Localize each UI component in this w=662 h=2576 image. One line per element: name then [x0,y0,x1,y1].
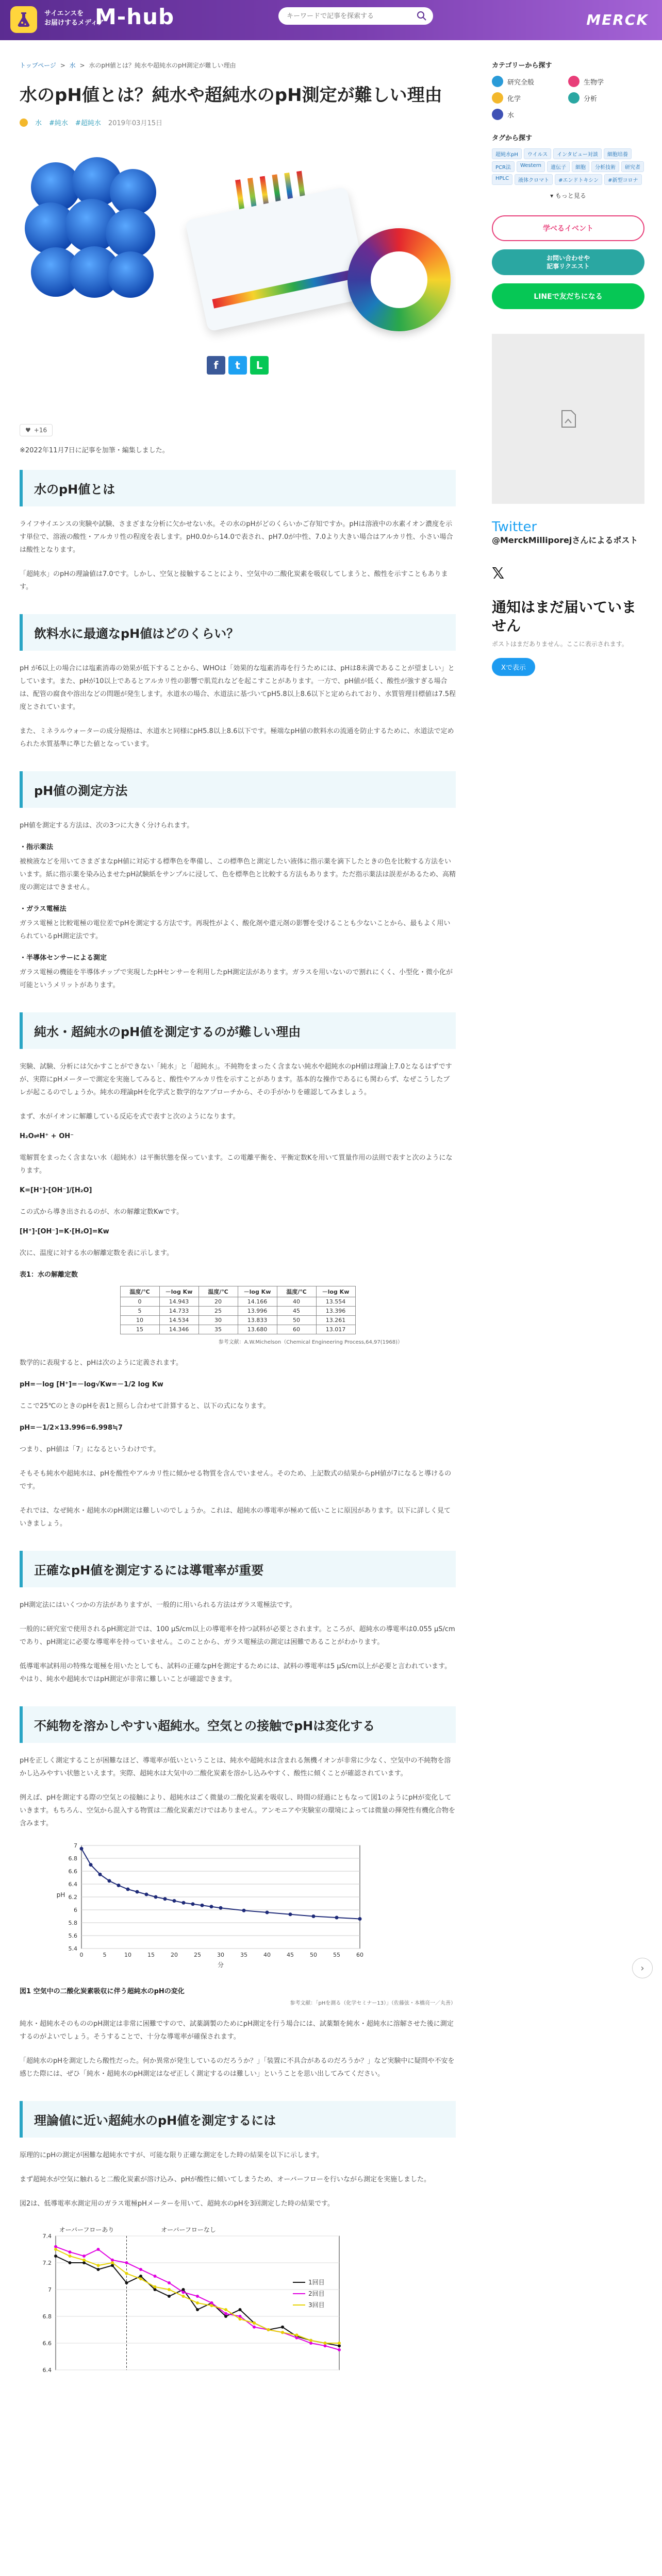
data-point [139,2277,142,2280]
data-point [281,2326,284,2329]
ad-placeholder[interactable] [492,334,644,504]
table-row [120,1297,355,1307]
table-cell: 13.680 [238,1325,277,1334]
y-tick-label: 7 [74,1842,77,1849]
paragraph: つまり、pH値は「7」になるというわけです。 [20,1446,160,1453]
data-point [201,1904,204,1907]
data-point [312,1914,316,1918]
figure-caption: 図1 空気中の二酸化炭素吸収に伴う超純水のpHの変化 [20,1988,185,1995]
table-cell: 0 [120,1297,159,1307]
x-tick-label: 0 [79,1952,84,1958]
data-point [97,2268,100,2271]
site-header [0,0,662,40]
table-header: 温度/℃ [198,1286,238,1297]
table-cell: 14.166 [238,1297,277,1307]
annotation-label: オーバーフローあり [59,2226,114,2233]
data-point [82,2259,86,2262]
legend-label: 2回目 [308,2290,325,2297]
data-point [125,2281,128,2284]
paragraph: pH測定法にはいくつかの方法がありますが、一般的に用いられる方法はガラス電極法です。 [20,1601,296,1609]
table-cell: 35 [198,1325,238,1334]
tag-chip[interactable]: 細胞 [572,161,589,172]
y-tick-label: 7 [48,2286,52,2293]
event-button[interactable]: 学べるイベント [492,215,644,241]
paragraph: 例えば、pHを測定する際の空気との接触により、超純水はごく微量の二酸化炭素を吸収し、時間の経過にともなって図1のようにpHが変化していきます。もちろん、空気から混入する物質は二酸化炭素だけではありません。アンモニアや実験室の環境によっては微量の揮発性有機化合物を含みます。 [20,1794,456,1827]
tag-chip[interactable]: #エンドトキシン [555,174,602,185]
tag-chip[interactable]: PCR法 [492,161,515,172]
formula: [H⁺]·[OH⁻]=K·[H₂O]=Kw [20,1228,109,1235]
breadcrumb [20,61,238,70]
kw-table [120,1286,356,1334]
image-icon [558,409,578,429]
table-caption: 表1：水の解離定数 [20,1271,78,1279]
table-cell: 13.017 [316,1325,355,1334]
table-cell: 13.396 [316,1307,355,1316]
data-point [54,2245,57,2248]
section-heading: 正確なpH値を測定するには導電率が重要 [20,1551,456,1587]
data-point [295,2336,299,2340]
paragraph: ここで25℃のときのpHを表1と照らし合わせて計算すると、以下の式になります。 [20,1402,270,1410]
formula: pH=－1/2×13.996=6.998≒7 [20,1424,123,1432]
data-point [239,2308,242,2311]
paragraph: ガラス電極の機能を半導体チップで実現したpHセンサーを利用したpH測定法があります。ガラスを用いないので割れにくく、小型化・微小化が可能というメリットがあります。 [20,969,453,989]
data-point [168,2281,171,2284]
figure-source: 参考文献：「pHを測る（化学セミナー13）」（佐藤弦・本橋亮一／丸善） [290,2001,456,2006]
data-point [219,1906,223,1910]
category-water[interactable]: 水 [492,109,568,120]
author-name[interactable]: 水 [35,120,42,127]
data-point [253,2321,256,2325]
section-heading: 不純物を溶かしやすい超純水。空気との接触でpHは変化する [20,1706,456,1743]
paragraph: まず、水がイオンに解離している反応を式で表すと次のようになります。 [20,1113,240,1121]
data-point [338,2344,341,2347]
hero-cube-illustration [20,151,159,306]
contact-button[interactable]: お問い合わせや 記事リクエスト [492,249,644,275]
y-tick-label: 7.2 [42,2260,52,2266]
paragraph: 電解質をまったく含まない水（超純水）は平衡状態を保っています。この電離平衡を、平衡定数Kを用いて質量作用の法則で表すと次のようになります。 [20,1154,453,1175]
y-tick-label: 7.4 [42,2233,52,2240]
table-header: 温度/℃ [277,1286,316,1297]
data-point [97,2248,100,2251]
more-tags-link[interactable]: ▾ もっと見る [550,192,586,199]
search-input[interactable] [278,7,433,25]
x-tick-label: 15 [147,1952,155,1958]
tag-chip[interactable]: 研究者 [621,161,644,172]
paragraph: 実験、試験、分析には欠かすことができない「純水」と「超純水」。不純物をまったく含まない純水や超純水のpH値は理論上7.0となるはずですが、実際にpHメーターで測定を実施してみると、酸性やアルカリ性を示すことがあります。基本的な操作であるにも関わらず、なぜこうしたブレが起こるのでしょうか。純水の理論pHを化学式と数学的なアプローチから、その手がかりを確認してみましょう。 [20,1063,452,1096]
tag-heading: タグから探す [492,134,533,142]
category-heading: カテゴリーから探す [492,62,552,70]
article-tag[interactable]: #純水 [49,120,68,127]
data-point [295,2333,299,2336]
data-point [111,2259,114,2262]
tag-chip[interactable]: HPLC [492,174,512,185]
data-point [168,2288,171,2291]
table-row [120,1316,355,1325]
data-point [69,2250,72,2253]
table-cell: 14.534 [159,1316,198,1325]
logo-name[interactable]: M-hub [95,4,175,29]
table-cell: 14.346 [159,1325,198,1334]
data-point [196,2301,199,2304]
line-friend-button[interactable]: LINEで友だちになる [492,283,644,309]
tag-chip[interactable]: ウイルス [524,148,551,159]
paragraph: ライフサイエンスの実験や試験、さまざまな分析に欠かせない水。その水のpHがどのくらいかご存知ですか。pHは溶液中の水素イオン濃度を示す単位で、溶液の酸性・アルカリ性の程度を表します。pH0.0から14.0で表され、pH7.0が中性、7.0より大きい場合はアルカリ性、小さい場合は酸性となります。 [20,520,453,554]
table-cell: 14.943 [159,1297,198,1307]
category-analysis[interactable]: 分析 [568,92,644,104]
data-point [210,2301,213,2304]
data-point [309,2342,312,2345]
tag-chip[interactable]: インタビュー対談 [553,148,602,159]
section-heading: 飲料水に最適なpH値はどのくらい？ [20,614,456,651]
sidebar [492,60,644,676]
data-point [338,2342,341,2345]
table-row [120,1325,355,1334]
subheading: ・半導体センサーによる測定 [20,954,107,962]
y-tick-label: 6.8 [42,2313,52,2320]
y-tick-label: 6.6 [42,2340,52,2347]
data-point [210,2304,213,2307]
data-point [224,2308,227,2311]
y-tick-label: 6.4 [42,2367,52,2374]
formula: K=[H⁺]·[OH⁻]/[H₂O] [20,1187,92,1194]
paragraph: 一般的に研究室で使用されるpH測定計では、100 µS/cm以上の導電率を持つ試料が必要とされます。ところが、超純水の導電率は0.055 µS/cm であり、pH測定に必要な導電率を持っていません。このことから、ガラス電極法の測定は困難であることがわかります。 [20,1625,455,1646]
table-cell: 50 [277,1316,316,1325]
paragraph: ガラス電極と比較電極の電位差でpHを測定する方法です。再現性がよく、酸化剤や還元剤の影響を受けることも少ないことから、最もよく用いられているpH測定法です。 [20,920,451,940]
paragraph: 純水・超純水そのもののpH測定は非常に困難ですので、試薬調製のためにpH測定を行う場合には、試薬類を純水・超純水に溶解させた後に測定するのがよいでしょう。そうすることで、十分な導電率が確保されます。 [20,2020,454,2041]
tag-chip[interactable]: Western [517,161,545,172]
data-point [82,2255,86,2258]
table-cell: 45 [277,1307,316,1316]
table-cell: 13.554 [316,1297,355,1307]
table-cell: 5 [120,1307,159,1316]
table-header: －log Kw [159,1286,198,1297]
annotation-label: オーバーフローなし [161,2226,216,2233]
y-axis-label: pH [56,1891,65,1899]
data-point [111,2264,114,2267]
category-icon [568,92,580,104]
table-cell: 40 [277,1297,316,1307]
x-tick-label: 5 [103,1952,107,1958]
breadcrumb-separator: > [60,62,65,69]
chevron-up-icon: › [640,1962,644,1974]
data-point [69,2261,72,2264]
data-point [191,1902,195,1906]
data-point [154,2275,157,2278]
data-point [98,1873,102,1876]
y-tick-label: 5.6 [68,1933,77,1939]
flask-icon [14,10,33,29]
paragraph: pH値を測定する方法は、次の3つに大きく分けられます。 [20,822,194,829]
legend-label: 1回目 [308,2279,325,2286]
paragraph: まず超純水が空気に触れると二酸化炭素が溶け込み、pHが酸性に傾いてしまうため、オーバーフローを行いながら測定を実施しました。 [20,2176,431,2183]
site-logo[interactable] [10,6,37,33]
data-point [266,1911,269,1914]
formula: H₂O⇌H⁺ + OH⁻ [20,1132,74,1140]
data-point [54,2248,57,2251]
data-point [309,2339,312,2342]
y-tick-label: 6.2 [68,1894,77,1901]
x-tick-label: 25 [194,1952,201,1958]
data-point [253,2326,256,2329]
breadcrumb-separator: > [79,62,85,69]
breadcrumb-current: 水のpH値とは？純水や超純水のpH測定が難しい理由 [89,62,236,69]
paragraph: 被検液などを用いてさまざまなpH値に対応する標準色を準備し、この標準色と測定したい液体に指示薬を滴下したときの色を比較する方法をいいます。紙に指示薬を染み込ませたpH試験紙をサンプルに浸して、色を標準色と比較する方法もあります。ただ指示薬法は誤差があるため、高精度の測定はできません。 [20,858,456,891]
x-tick-label: 50 [310,1952,317,1958]
y-tick-label: 6.8 [68,1855,77,1862]
paragraph: この式から導き出されるのが、水の解離定数Kwです。 [20,1208,184,1216]
section-heading: 理論値に近い超純水のpH値を測定するには [20,2101,456,2138]
section-heading: pH値の測定方法 [20,771,456,808]
category-icon [492,92,503,104]
data-point [97,2264,100,2267]
data-point [154,1895,158,1899]
paragraph: それでは、なぜ純水・超純水のpH測定は難しいのでしょうか。これは、超純水の導電率が極めて低いことに原因があります。以下に詳しく見ていきましょう。 [20,1507,451,1528]
article [20,82,456,2377]
category-chemistry[interactable]: 化学 [492,92,568,104]
data-point [136,1890,139,1894]
table-header: －log Kw [316,1286,355,1297]
share-buttons [20,356,456,375]
data-point [196,2295,199,2298]
table-source: 参考文献：A.W.Michelson（Chemical Engineering Process,64,97(1968)） [218,1340,403,1345]
twitter-heading: Twitter [492,519,537,535]
paragraph: そもそも純水や超純水は、pHを酸性やアルカリ性に傾かせる物質を含んでいません。そのため、上記数式の結果からpH値が7になると導けるのです。 [20,1470,452,1490]
x-tick-label: 40 [263,1952,271,1958]
article-tag[interactable]: #超純水 [75,120,101,127]
data-point [182,2291,185,2294]
paragraph: 「超純水」のpHの理論値は7.0です。しかし、空気と接触することにより、空気中の二酸化炭素を吸収してしまうと、酸性を示すこともあります。 [20,570,448,591]
data-point [126,1888,130,1891]
data-point [210,1905,213,1908]
author-avatar [20,118,28,127]
hero-image [20,141,456,347]
chart-figure-1 [20,1840,456,1976]
twitter-empty-desc: ポストはまだありません。ここに表示されます。 [492,640,628,648]
y-tick-label: 6.4 [68,1881,77,1888]
data-point [224,2315,227,2318]
data-point [125,2261,128,2264]
subheading: ・ガラス電極法 [20,905,67,913]
table-cell: 15 [120,1325,159,1334]
table-cell: 13.261 [316,1316,355,1325]
paragraph: 数学的に表現すると、pHは次のように定義されます。 [20,1359,183,1367]
section-heading: 水のpH値とは [20,470,456,506]
ph-dial [347,228,451,331]
data-point [267,2328,270,2331]
subheading: ・指示薬法 [20,843,54,851]
paragraph: pHを正しく測定することが困難なほど、導電率が低いということは、純水や超純水は含まれる無機イオンが非常に少なく、空気中の不純物を溶かし込みやすい状態といえます。実際、超純水は大気中の二酸化炭素を溶かし込みやすく、酸性に傾くことが確認されています。 [20,1757,451,1777]
y-tick-label: 5.4 [68,1945,77,1952]
twitter-subtitle[interactable]: @MerckMilliporejさんによるポスト [492,535,638,545]
paragraph: pH が6以上の場合には塩素消毒の効果が低下することから、WHOは「効果的な塩素消毒を行うためには、pHは8未満であることが望ましい」としています。また、pHが10以上であるとアルカリ性の影響で肌荒れなどを起こすことがあります。一方で、pH値が低く、酸性が強すぎる場合は、配管の腐食や溶出などの問題が発生します。水道水の場合、水道法に基づいてpH5.8以上8.6以下と定められており、水質管理目標値は7.5程度とされています。 [20,665,456,711]
paragraph: 低導電率試料用の特殊な電極を用いたとしても、試料の正確なpHを測定するためには、試料の導電率は5 µS/cm以上が必要と言われています。やはり、純水や超純水ではpH測定が非常に難しいことが確認できます。 [20,1663,452,1683]
y-tick-label: 6 [74,1907,77,1913]
table-cell: 60 [277,1325,316,1334]
article-meta [20,117,456,127]
data-point [196,2308,199,2311]
logo-tagline: サイエンスを お届けするメディア [44,10,104,27]
category-list [492,76,644,120]
x-tick-label: 30 [217,1952,224,1958]
paragraph: 原理的にpHの測定が困難な超純水ですが、可能な限り正確な測定をした時の結果を以下に示します。 [20,2151,323,2159]
like-count: +16 [34,427,47,434]
data-point [239,2317,242,2320]
x-axis-label: 分 [217,1961,224,1969]
formula: pH=－log [H⁺]=－log√Kw=－1/2 log Kw [20,1381,163,1388]
x-tick-label: 35 [240,1952,247,1958]
x-tick-label: 10 [124,1952,131,1958]
data-point [335,1916,339,1920]
tag-chip[interactable]: 液体クロマト [515,174,553,185]
paragraph: 次に、温度に対する水の解離定数を表に示します。 [20,1249,173,1257]
category-biology[interactable]: 生物学 [568,76,644,87]
data-point [139,2275,142,2278]
scroll-top-button[interactable] [632,1958,653,1978]
facebook-icon[interactable]: f [207,356,225,375]
y-tick-label: 5.8 [68,1920,77,1926]
legend-label: 3回目 [308,2301,325,2309]
tag-chip[interactable]: 分析技術 [591,161,619,172]
breadcrumb-category[interactable]: 水 [69,62,76,69]
tag-list [492,148,644,185]
search-icon[interactable] [417,11,427,21]
twitter-icon[interactable]: t [228,356,247,375]
x-tick-label: 45 [287,1952,294,1958]
updated-note: ※2022年11月7日に記事を加筆・編集しました。 [20,447,169,454]
table-cell: 14.733 [159,1307,198,1316]
data-point [338,2348,341,2351]
table-header: 温度/℃ [120,1286,159,1297]
tag-chip[interactable]: 超純水pH [492,148,522,159]
table-row [120,1307,355,1316]
table-cell: 13.833 [238,1316,277,1325]
data-point [111,2261,114,2264]
chart-ph-overflow [20,2221,456,2375]
table-cell: 25 [198,1307,238,1316]
data-point [168,2295,171,2298]
data-point [224,2312,227,2315]
category-research[interactable]: 研究全般 [492,76,568,87]
data-point [324,2342,327,2345]
merck-logo[interactable]: MERCK [586,11,649,28]
category-icon [492,76,503,87]
data-point [154,2285,157,2289]
chevron-down-icon: ▾ [550,192,554,199]
line-icon[interactable]: L [250,356,269,375]
data-point [173,1899,176,1903]
x-tick-label: 20 [171,1952,178,1958]
data-point [145,1893,148,1896]
x-icon: 𝕏 [492,565,505,583]
y-tick-label: 6.6 [68,1868,77,1875]
data-point [82,2261,86,2264]
data-point [182,2288,185,2291]
tag-chip[interactable]: 遺伝子 [547,161,570,172]
data-point [54,2255,57,2258]
data-point [358,1917,362,1921]
heart-icon: ♥ [25,427,31,434]
chart-ph-over-time [20,1840,456,1974]
table-cell: 30 [198,1316,238,1325]
data-point [108,1879,111,1883]
paragraph: また、ミネラルウォーターの成分規格は、水道水と同様にpH5.8以上8.6以下です。極端なpH値の飲料水の流通を防止するために、水道法で定められた水質基準に準じた値となっています。 [20,727,454,748]
tag-chip[interactable]: #新型コロナ [604,174,641,185]
table-cell: 13.996 [238,1307,277,1316]
table-cell: 10 [120,1316,159,1325]
breadcrumb-home[interactable]: トップページ [20,62,56,69]
category-icon [492,109,503,120]
data-point [182,2295,185,2298]
table-cell: 20 [198,1297,238,1307]
article-title: 水のpH値とは？純水や超純水のpH測定が難しい理由 [20,85,442,106]
data-point [125,2272,128,2275]
like-button[interactable] [20,424,53,436]
paragraph: 図2は、低導電率水測定用のガラス電極pHメーターを用いて、超純水のpHを3回測定した時の結果です。 [20,2200,334,2208]
paragraph: 「超純水のpHを測定したら酸性だった。何か異常が発生しているのだろうか？」「装置に不具合があるのだろうか？」など実験中に疑問や不安を感じた際には、ぜひ「純水・超純水のpH測定はなぜ正しく測定するのは難しい」ということを思い出してみてください。 [20,2057,455,2078]
data-point [281,2331,284,2334]
data-point [80,1847,84,1851]
chart-figure-2 [20,2221,456,2377]
table-header: －log Kw [238,1286,277,1297]
article-date: 2019年03月15日 [108,120,162,127]
data-point [324,2344,327,2347]
data-point [239,2315,242,2318]
data-point [89,1863,93,1867]
data-point [242,1909,246,1912]
ph-box [185,187,370,332]
section-heading: 純水・超純水のpH値を測定するのが難しい理由 [20,1012,456,1049]
data-point [289,1912,292,1916]
view-on-x-button[interactable]: Xで表示 [492,658,535,676]
data-point [139,2268,142,2271]
data-point [154,2288,157,2291]
table-header-row [120,1286,355,1297]
twitter-empty-title: 通知はまだ届いていません [492,599,637,634]
tag-chip[interactable]: 細胞培養 [604,148,632,159]
data-point [163,1897,167,1901]
data-point [117,1884,121,1887]
data-point [182,1901,186,1905]
x-tick-label: 60 [356,1952,363,1958]
data-point [69,2255,72,2258]
x-tick-label: 55 [333,1952,340,1958]
category-icon [568,76,580,87]
